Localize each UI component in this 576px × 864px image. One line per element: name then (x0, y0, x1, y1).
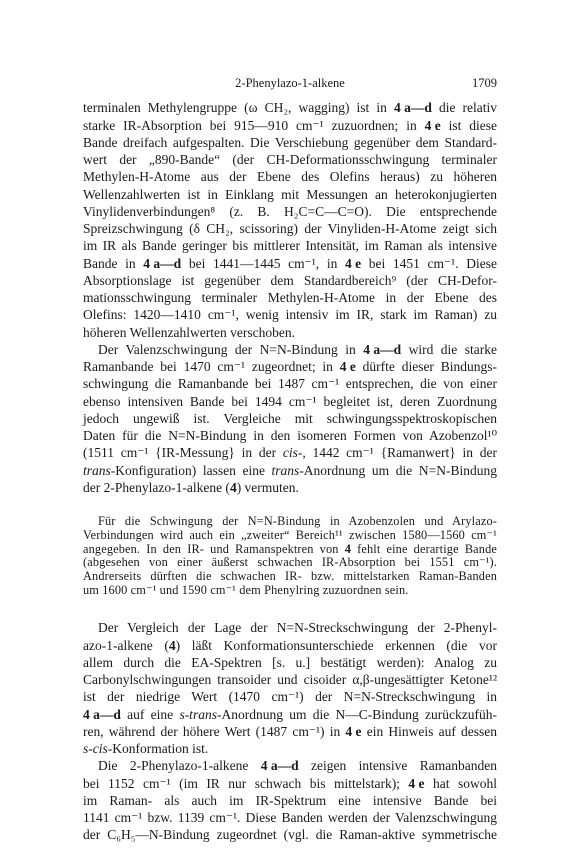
text-line (83, 306, 497, 323)
compound-number: 4 a—d (393, 100, 432, 116)
text-run: 1141 cm⁻¹ bzw. 1139 cm⁻¹. Diese Banden werden der Valenzschwingung (83, 810, 497, 826)
text-line (83, 543, 497, 557)
text-run: dürfte dieser Bindungs- (355, 359, 497, 375)
text-run: (1511 cm⁻¹ {IR-Messung} in der (83, 445, 283, 461)
text-run: ren, während der höhere Wert (1487 cm⁻¹) in (83, 723, 346, 739)
italic-prefix: s-cis (83, 741, 108, 757)
paragraph-phenyl-n-vibration (83, 757, 497, 843)
text-run: Ramanbande bei 1470 cm⁻¹ zugeordnet; in (83, 359, 340, 375)
compound-number: 4 e (424, 117, 441, 133)
text-run: azo-1-alkene ( (83, 637, 169, 653)
text-line (83, 775, 497, 792)
small-print-note (83, 515, 497, 598)
text-run: bei 1441—1445 cm⁻¹, in (181, 255, 345, 271)
text-run: -Konformation ist. (107, 741, 209, 757)
text-line (83, 654, 497, 671)
text-run: wird die starke (401, 341, 497, 357)
text-line (83, 757, 497, 774)
text-line (83, 341, 497, 358)
paragraph-conformation (83, 619, 497, 757)
text-line (83, 168, 497, 185)
text-run: Spreizschwingung (δ CH₂, scissoring) der Vinyliden-H-Atome zeigt sich (83, 221, 497, 237)
text-run: mationsschwingung terminaler Methylen-H-Atome in der Ebene des (83, 290, 497, 306)
compound-number: 4 a—d (83, 706, 121, 722)
text-line (83, 556, 497, 570)
text-run: Bande dreifach aufgespalten. Die Verschiebung gegenüber dem Standard- (83, 134, 497, 150)
text-run: die relativ (431, 100, 497, 116)
compound-number: 4 e (339, 359, 356, 375)
text-run: Andrerseits dürften die schwachen IR- bzw. mittelstarken Raman-Banden (83, 569, 497, 584)
text-run: im Raman- als auch im IR-Spektrum eine intensive Bande bei (83, 792, 497, 808)
text-run: bei 1152 cm⁻¹ (im IR nur schwach bis mittelstark); (83, 775, 409, 791)
text-run: um 1600 cm⁻¹ und 1590 cm⁻¹ dem Phenylring zuzuordnen sein. (83, 583, 409, 598)
text-line (83, 706, 497, 723)
text-run: Wellenzahlwerten ist in Einklang mit Messungen an heterokonjugierten (83, 186, 497, 202)
text-run: ) vermuten. (236, 479, 299, 495)
text-run: der 2-Phenylazo-1-alkene ( (83, 479, 230, 495)
text-run: -, 1442 cm⁻¹ {Ramanwert} in der (297, 445, 497, 461)
text-line (83, 272, 497, 289)
text-run: Die 2-Phenylazo-1-alkene (98, 758, 261, 774)
text-run: schwingung die Ramanbande bei 1487 cm⁻¹ entsprechen, die von einer (83, 376, 497, 392)
text-line (83, 584, 497, 598)
text-run: Der Valenzschwingung der N=N-Bindung in (98, 341, 364, 357)
text-line (83, 792, 497, 809)
text-run: Daten für die N=N-Bindung in den isomeren Formen von Azobenzol¹⁰ (83, 428, 497, 444)
text-run: starke IR-Absorption bei 915—910 cm⁻¹ zuzuordnen; in (83, 117, 425, 133)
text-run: im IR als Bande geringer bis mittlerer Intensität, im Raman als intensive (83, 238, 497, 254)
text-line (83, 99, 497, 116)
text-run: hat sowohl (424, 775, 497, 791)
compound-number: 4 a—d (363, 341, 402, 357)
text-run: ) läßt Konformationsunterschiede erkennen (die vor (175, 637, 498, 653)
text-run: angegeben. In den IR- und Ramanspektren von (83, 541, 345, 556)
text-line (83, 375, 497, 392)
text-line (83, 688, 497, 705)
text-line (83, 809, 497, 826)
text-run: ist der niedrige Wert (1470 cm⁻¹) der N=N-Streckschwingung in (83, 689, 497, 705)
text-run: ein Hinweis auf dessen (361, 723, 498, 739)
text-run: terminalen Methylengruppe (ω CH₂, wagging) ist in (83, 100, 394, 116)
text-run: -Anordnung um die N=N-Bindung (299, 462, 497, 478)
running-head (83, 75, 497, 91)
text-line (83, 619, 497, 636)
text-line (83, 289, 497, 306)
text-line (83, 723, 497, 740)
text-run: -Konfiguration) lassen eine (110, 462, 272, 478)
text-run: höheren Wellenzahlwerten verschoben. (83, 324, 295, 340)
text-line (83, 410, 497, 427)
italic-prefix: s-trans (179, 706, 217, 722)
text-run: Für die Schwingung der N=N-Bindung in Azobenzolen und Arylazo- (98, 514, 497, 529)
text-run: bei 1451 cm⁻¹. Diese (361, 255, 497, 271)
text-run: Methylen-H-Atome aus der Ebene des Olefins heraus) zu höheren (83, 169, 497, 185)
text-line (83, 826, 497, 843)
text-line (83, 637, 497, 654)
text-line (83, 237, 497, 254)
text-run: (abgesehen von einer äußerst schwachen IR-Absorption bei 1551 cm⁻¹). (83, 555, 497, 570)
compound-number: 4 a—d (143, 255, 182, 271)
running-title: 2-Phenylazo-1-alkene (235, 76, 345, 90)
text-line (83, 529, 497, 543)
compound-number: 4 e (408, 775, 425, 791)
italic-prefix: cis (282, 445, 298, 461)
text-run: allem durch die EA-Spektren [s. u.] bestätigt werden): Analog zu (83, 654, 497, 670)
text-run: Carbonylschwingungen transoider und cisoider α,β-ungesättigter Ketone¹² (83, 672, 497, 688)
text-run: ebenso intensiven Bande bei 1494 cm⁻¹ begleitet ist, deren Zuordnung (83, 393, 497, 409)
text-line (83, 570, 497, 584)
text-run: ist diese (440, 117, 497, 133)
italic-prefix: trans (83, 462, 111, 478)
paragraph-nn-valence-vibration (83, 341, 497, 496)
text-line (83, 134, 497, 151)
text-line (83, 515, 497, 529)
text-run: Absorptionslage ist gegenüber dem Standardbereich⁹ (der CH-Defor- (83, 272, 497, 288)
text-line (83, 444, 497, 461)
text-line (83, 393, 497, 410)
italic-prefix: trans (271, 462, 300, 478)
text-line (83, 203, 497, 220)
compound-number: 4 e (344, 255, 362, 271)
text-run: fehlt eine derartige Bande (351, 541, 497, 556)
text-line (83, 740, 497, 757)
text-run: jedoch ungewiß ist. Vergleiche mit schwingungsspektroskopischen (83, 410, 497, 426)
text-line (83, 427, 497, 444)
compound-number: 4 (168, 637, 176, 653)
text-line (83, 462, 497, 479)
text-line (83, 220, 497, 237)
paragraph-vinylidene-deformation (83, 99, 497, 341)
text-run: Vinylidenverbindungen⁸ (z. B. H₂C=C—C=O). Die entsprechende (83, 203, 497, 219)
text-line (83, 151, 497, 168)
text-line (83, 358, 497, 375)
text-line (83, 255, 497, 272)
text-run: -Anordnung um die N—C-Bindung zurückzufüh- (216, 706, 497, 722)
text-line (83, 479, 497, 496)
text-line (83, 324, 497, 341)
text-run: Der Vergleich der Lage der N=N-Streckschwingung der 2-Phenyl- (98, 620, 497, 636)
text-run: auf eine (120, 706, 180, 722)
text-line (83, 117, 497, 134)
text-run: Verbindungen wird auch ein „zweiter“ Bereich¹¹ zwischen 1580—1560 cm⁻¹ (83, 527, 497, 542)
compound-number: 4 e (345, 723, 362, 739)
text-line (83, 186, 497, 203)
compound-number: 4 a—d (260, 758, 299, 774)
text-run: der C₆H₅—N-Bindung zugeordnet (vgl. die Raman-aktive symmetrische (83, 827, 497, 843)
compound-number: 4 (229, 479, 237, 495)
compound-number: 4 (344, 541, 351, 556)
text-line (83, 671, 497, 688)
text-run: Olefins: 1420—1410 cm⁻¹, wenig intensiv im IR, stark im Raman) zu (83, 307, 497, 323)
text-run: wert der „890-Bande“ (der CH-Deformationsschwingung terminaler (83, 152, 497, 168)
text-run: zeigen intensive Ramanbanden (298, 758, 497, 774)
text-run: Bande in (83, 255, 144, 271)
page-number: 1709 (472, 76, 497, 90)
